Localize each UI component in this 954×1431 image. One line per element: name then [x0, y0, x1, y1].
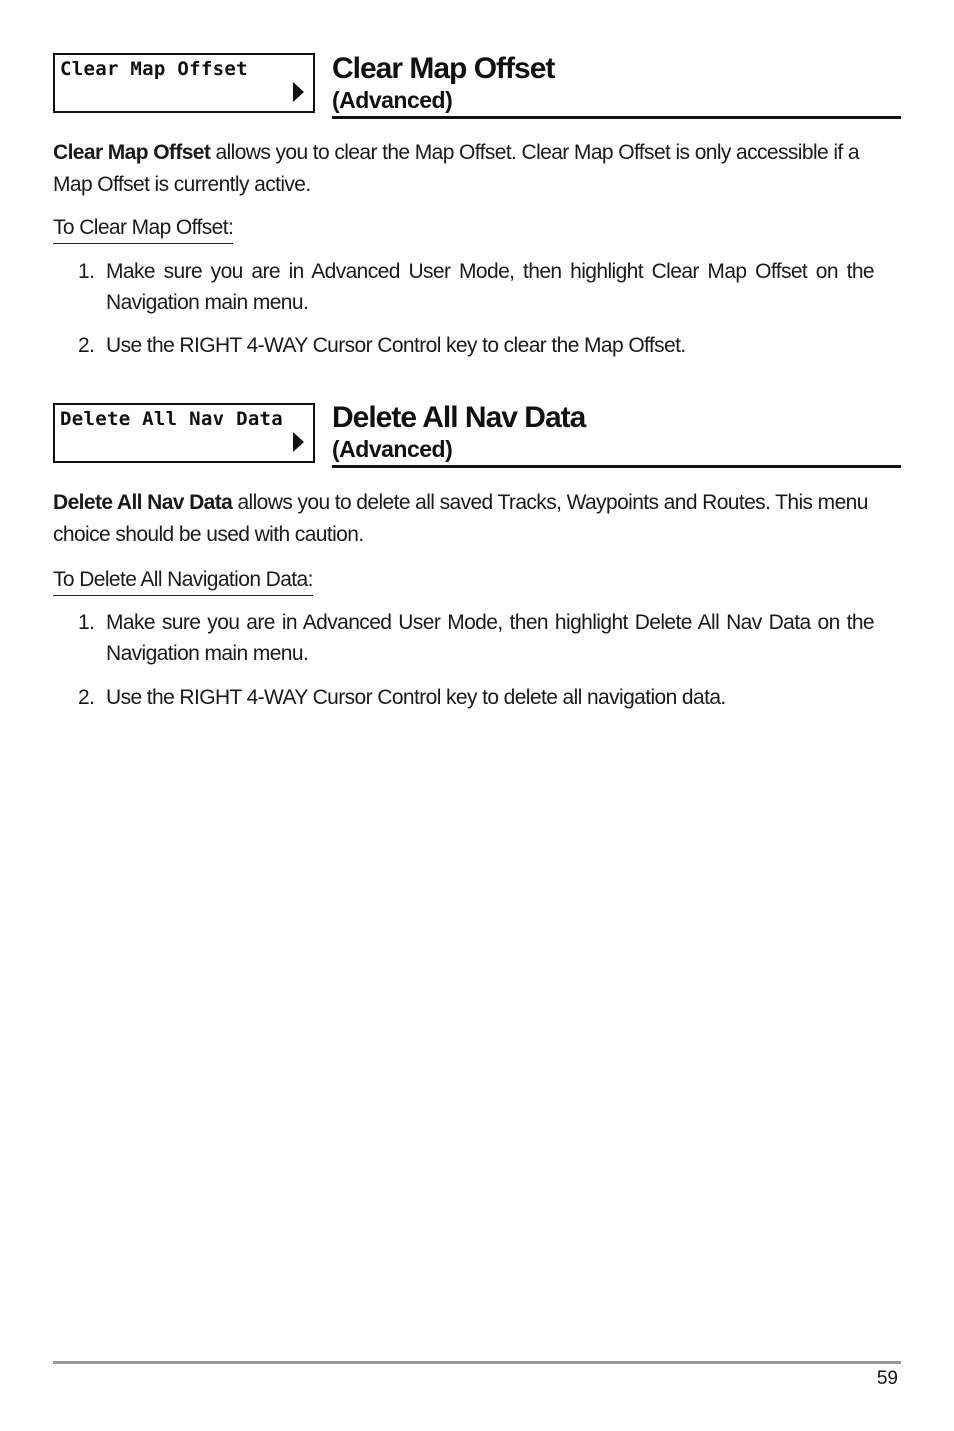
section-title: Delete All Nav Data — [332, 401, 586, 434]
menu-label: Delete All Nav Data — [60, 408, 284, 430]
procedure-step — [78, 256, 874, 318]
procedure-step — [78, 607, 874, 669]
procedure-heading: To Clear Map Offset: — [53, 214, 233, 244]
delete-all-nav-data-menu-box — [53, 403, 315, 463]
step-number: 2. — [78, 334, 95, 357]
description-term: Delete All Nav Data — [53, 491, 233, 514]
step-number: 2. — [78, 686, 95, 709]
procedure-step — [78, 330, 874, 361]
section-title: Clear Map Offset — [332, 52, 555, 85]
description-term: Clear Map Offset — [53, 141, 211, 164]
right-arrow-icon — [293, 82, 304, 102]
step-number: 1. — [78, 611, 95, 634]
section-subtitle: (Advanced) — [332, 436, 453, 462]
page-number: 59 — [876, 1368, 898, 1389]
procedure-step — [78, 682, 874, 713]
footer-divider — [53, 1361, 901, 1364]
section-description — [53, 137, 901, 201]
right-arrow-icon — [293, 432, 304, 452]
step-text: Use the RIGHT 4-WAY Cursor Control key to clear the Map Offset. — [106, 334, 686, 357]
section-subtitle: (Advanced) — [332, 87, 453, 113]
section-heading — [332, 401, 901, 468]
description-text: allows you to delete all saved Tracks, Waypoints and Routes. This menu choice should be used with caution. — [53, 491, 868, 546]
step-number: 1. — [78, 260, 95, 283]
clear-map-offset-menu-box — [53, 53, 315, 113]
section-heading — [332, 52, 901, 119]
step-text: Make sure you are in Advanced User Mode, then highlight Clear Map Offset on the Navigation main menu. — [106, 260, 874, 314]
menu-label: Clear Map Offset — [60, 58, 248, 80]
section-description — [53, 487, 901, 551]
procedure-heading: To Delete All Navigation Data: — [53, 566, 313, 596]
description-text: allows you to clear the Map Offset. Clear Map Offset is only accessible if a Map Offset is currently active. — [53, 141, 859, 196]
step-text: Make sure you are in Advanced User Mode, then highlight Delete All Nav Data on the Navigation main menu. — [106, 611, 874, 665]
step-text: Use the RIGHT 4-WAY Cursor Control key to delete all navigation data. — [106, 686, 726, 709]
